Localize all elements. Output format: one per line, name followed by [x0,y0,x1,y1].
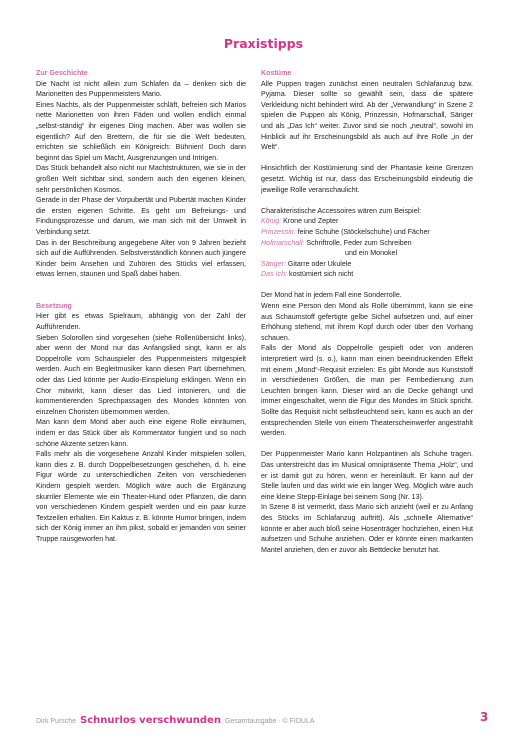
page-title: Praxistipps [223,36,304,51]
paragraph: Der Puppenmeister Mario kann Holzpantinen als Schuhe tragen. Das unterstreicht das im Musical omnipräsente Thema „Holz“, und er ist damit gut zu hören, wenn er hereinläuft. Er kann auf der Stelle laufen und das wirkt wie ein langer Weg. Möglich wäre auch eine kleine Stepp-Einlage bei seinem Song (Nr. 13). [261,450,473,501]
accessory-role: Das Ich: [261,270,288,279]
accessory-text: Schriftrolle, Feder zum Schreiben [306,238,412,247]
accessory-role: König: [261,217,282,226]
accessory-continuation: und ein Monokel [345,249,398,258]
paragraph: Eines Nachts, als der Puppenmeister schläft, befreien sich Marios nette Marionetten von ihren Fäden und wollen endlich einmal „selbst-ständig“ ihr eigenes Ding machen. Aber was wollen sie eigentlich? Auf den Brettern, die für sie die Welt bedeuten, errichten sie schließlich ein Königreich: Bühnien! Doch dann beginnt das Spiel um Macht, Ausgrenzungen und Intrigen. [36,100,246,162]
footer-author: Dirk Pursche [36,718,77,725]
accessory-list [261,216,473,280]
paragraph: Das Stück behandelt also nicht nur Machtstrukturen, wie sie in der großen Welt sichtbar sind, sondern auch den eigenen kleinen, sehr persönlichen Kosmos. [36,164,246,194]
left-column [36,68,246,545]
accessory-item [261,216,473,227]
paragraph: Hinsichtlich der Kostümierung sind der Phantasie keine Grenzen gesetzt. Wichtig ist nur, dass das Erscheinungsbild eindeutig die jeweilige Rolle veranschaulicht. [261,164,473,194]
paragraph: Falls mehr als die vorgesehene Anzahl Kinder mitspielen sollen, kann dies z. B. durch Doppelbesetzungen geschehen, d. h. eine Figur würde zu unterschiedlichen Zeiten von verschiedenen Kindern gespielt werden. Möglich wäre auch die Ergänzung skurriler Elemente wie ein Theater-Hund oder Pflanzen, die dann von verschiedenen Kindern gespielt werden und ein paar kurze Textzeilen erhalten. Ein Kaktus z. B. könnte Humor bringen, indem sich der König immer an ihm pikst, sobald er jemanden von seiner Truppe rausgeworfen hat. [36,450,246,543]
paragraph: In Szene 8 ist vermerkt, dass Mario sich anzieht (weil er zu Anfang des Stücks im Schlafanzug auftritt). Als „schnelle Alternative“ könnte er aber auch bloß seine Hosenträger hochziehen, einen Hut aufsetzen und Schuhe anziehen. Oder er könnte einen markanten Mantel anziehen, den er zuvor als Bettdecke benutzt hat. [261,503,473,554]
footer-brand: Schnurlos verschwunden [80,715,221,726]
accessory-item [261,269,473,280]
accessory-text: Krone und Zepter [283,217,339,226]
paragraph: Die Nacht ist nicht allein zum Schlafen da – denken sich die Marionetten des Puppenmeisters Mario. [36,79,246,99]
paragraph: Wenn eine Person den Mond als Rolle übernimmt, kann sie eine aus Schaumstoff gefertigte gelbe Sichel aufsetzen und, auf einer Erhöhung stehend, mit ihrem Kopf durch oder über den Vorhang schauen. [261,302,473,342]
accessory-text: kostümiert sich nicht [289,270,354,279]
accessory-item [261,259,473,270]
paragraph: Man kann dem Mond aber auch eine eigene Rolle einräumen, indem er das Stück über als Kommentator fungiert und so noch schöne Akzente setzen kann. [36,418,246,448]
accessory-text: feine Schuhe (Stöckelschuhe) und Fächer [297,227,430,236]
footer [36,715,315,726]
paragraph: Gerade in der Phase der Vorpubertät und Pubertät machen Kinder die ersten eigenen Schritte. Es geht um Befreiungs- und Findungsprozesse und darum, wie man sich mit der Umwelt in Verbindung setzt. [36,196,246,236]
paragraph: Falls der Mond als Doppelrolle gespielt oder von anderen interpretiert wird (s. o.), kann man einen beeindruckenden Effekt mit einem „Mond“-Requisit erzielen: Es gibt Monde aus Kunststoff in verschiedenen Größen, die man per Fernbedienung zum Leuchten bringen kann. Dieser wird an die Decke gehängt und immer eingeschaltet, wenn die Figur des Mondes im Stück spricht. Sollte das Requisit nicht selbstleuchtend sein, kann es auch an der entsprechenden Stelle von einem Theaterscheinwerfer angestrahlt werden. [261,344,473,438]
section-heading-kostume: Kostüme [261,69,292,77]
paragraph: Hier gibt es etwas Spielraum, abhängig von der Zahl der Aufführenden. [36,312,246,332]
accessory-role: Prinzessin: [261,227,296,236]
paragraph: Sieben Solorollen sind vorgesehen (siehe Rollenübersicht links), aber wenn der Mond nur das Anfangslied singt, kann er als Doppelrolle vom Schauspieler des Puppenmeisters mitgespielt werden. Auch ein Begleitmusiker kann diesen Part übernehmen, oder das Lied könnte per Audio-Einspielung erklingen. Wenn ein Chor mitwirkt, kann dieser das Lied intonieren, und die kommentierenden Sprechpassagen des Mondes könnten von einzelnen Choristen übernommen werden. [36,333,246,416]
accessory-role: Sänger: [261,259,286,268]
section-heading-geschichte: Zur Geschichte [36,69,88,77]
accessory-item [261,227,473,238]
paragraph: Das in der Beschreibung angegebene Alter von 9 Jahren bezieht sich auf die Aufführenden. Selbstverständlich können auch jüngere Kinder beim Ansehen und Zuhören des Stücks viel erfassen, etwas lernen, staunen und Spaß dabei haben. [36,238,246,279]
paragraph: Charakteristische Accessoires wären zum Beispiel: [261,206,422,215]
page-number: 3 [480,710,489,724]
accessory-item [261,238,473,249]
accessory-role: Hofmarschall: [261,238,305,247]
paragraph: Der Mond hat in jedem Fall eine Sonderrolle. [261,291,402,300]
section-heading-besetzung: Besetzung [36,301,72,310]
paragraph: Alle Puppen tragen zunächst einen neutralen Schlafanzug bzw. Pyjama. Dieser sollte so gewählt sein, dass die spätere Verkleidung nicht behindert wird. Ab der „Verwandlung“ in Szene 2 spielen die Puppen als König, Prinzessin, Hofmarschall, Sänger und als „Das Ich“ weiter. Zuvor sind sie noch „neutral“, sowohl im Hinblick auf ihr Erscheinungsbild als auch auf ihre Rolle „in der Welt“. [261,79,473,152]
right-column [261,68,473,555]
accessory-text: Gitarre oder Ukulele [287,259,352,268]
footer-edition: Gesamtausgabe · © FIDULA [224,718,315,725]
